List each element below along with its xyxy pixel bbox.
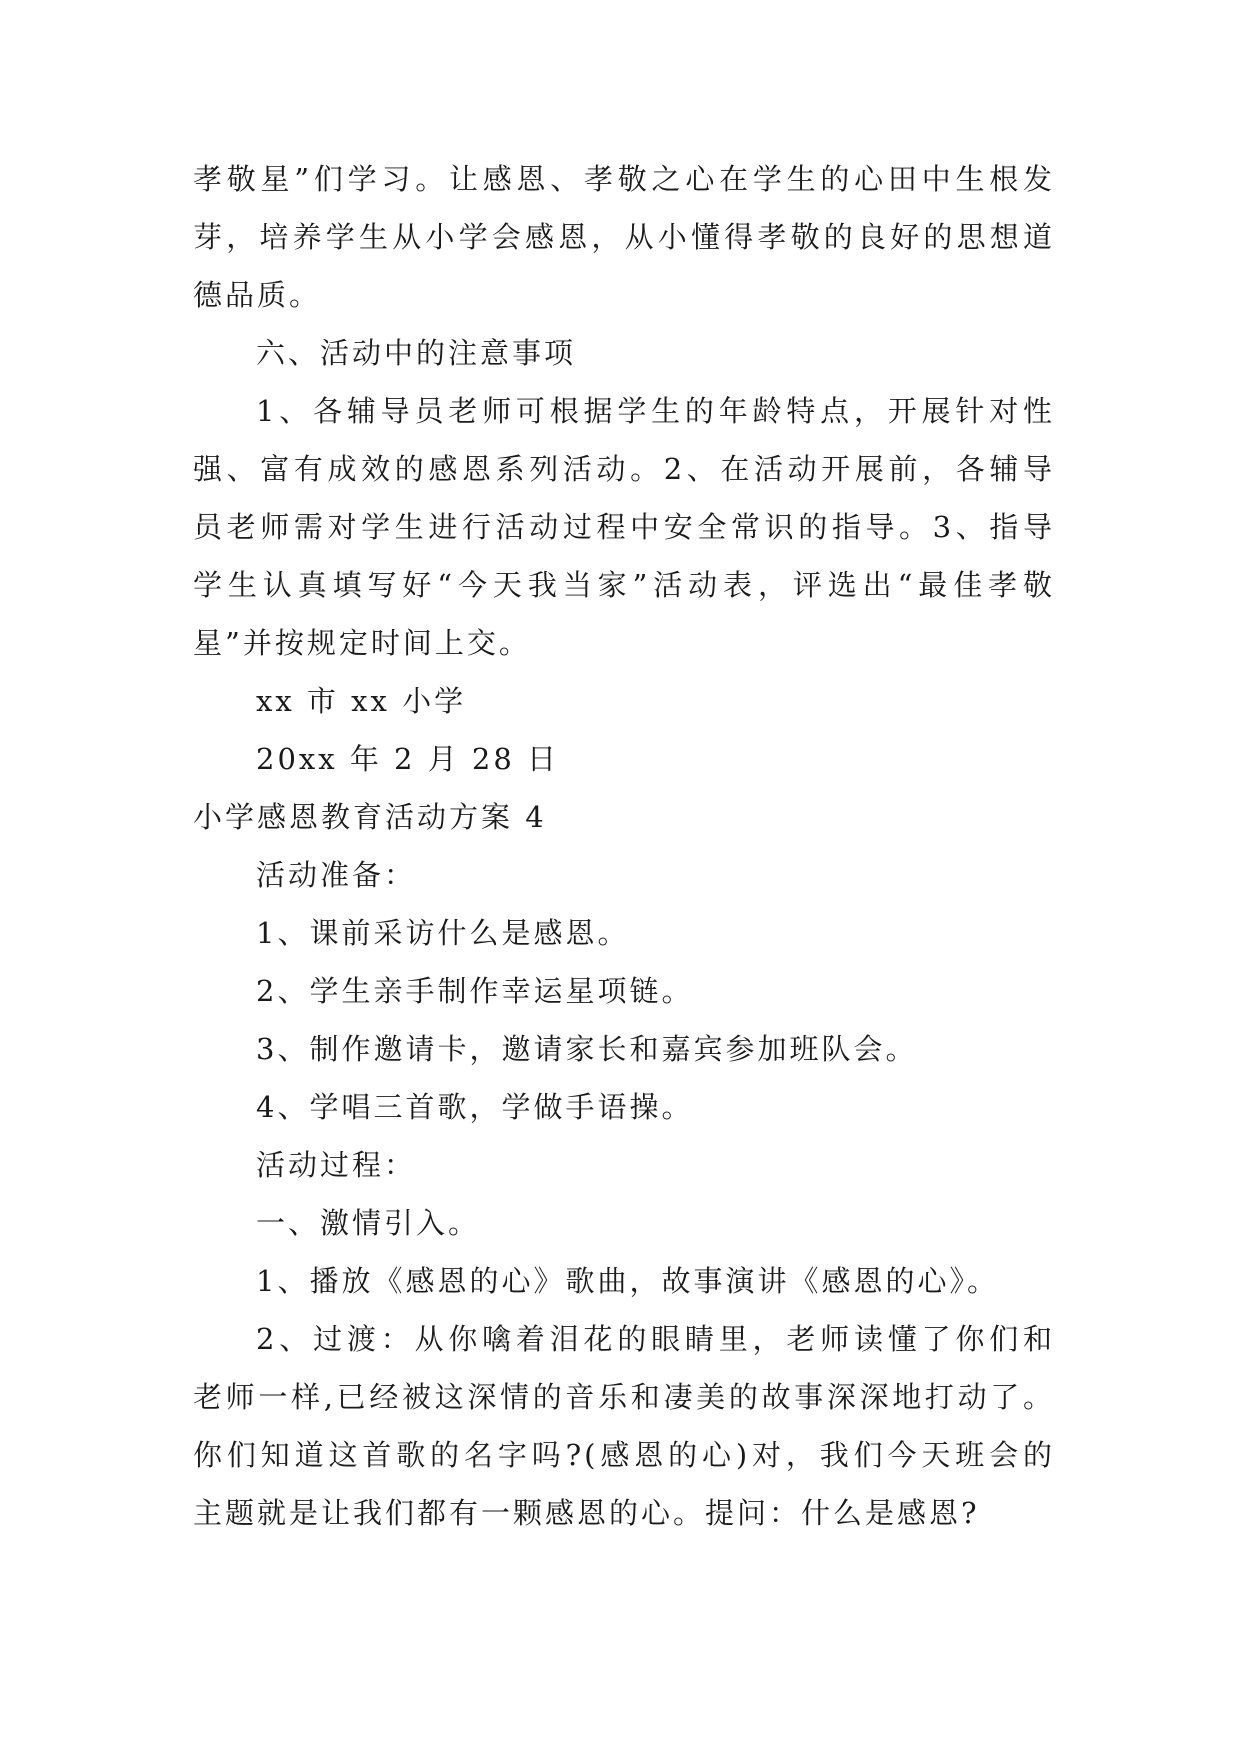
text-line: 孝敬星”们学习。让感恩、孝敬之心在学生的心田中生根发 bbox=[193, 162, 1055, 196]
text-line: 德品质。 bbox=[193, 278, 322, 312]
text-line: 1、课前采访什么是感恩。 bbox=[256, 916, 630, 950]
text-line: 活动过程： bbox=[256, 1148, 417, 1182]
text-line: 芽，培养学生从小学会感恩，从小懂得孝敬的良好的思想道 bbox=[193, 220, 1055, 254]
text-line: 星”并按规定时间上交。 bbox=[193, 626, 531, 660]
text-line: 3、制作邀请卡，邀请家长和嘉宾参加班队会。 bbox=[256, 1032, 918, 1066]
document-page bbox=[193, 150, 1055, 1542]
text-line: 老师一样,已经被这深情的音乐和凄美的故事深深地打动了。 bbox=[193, 1380, 1055, 1414]
text-line: 1、播放《感恩的心》歌曲，故事演讲《感恩的心》。 bbox=[256, 1264, 999, 1298]
text-line: 员老师需对学生进行活动过程中安全常识的指导。3、指导 bbox=[193, 510, 1055, 544]
text-line: 活动准备： bbox=[256, 858, 417, 892]
text-line: 强、富有成效的感恩系列活动。2、在活动开展前，各辅导 bbox=[193, 452, 1055, 486]
text-line: 主题就是让我们都有一颗感恩的心。提问：什么是感恩? bbox=[193, 1496, 980, 1530]
text-line: 六、活动中的注意事项 bbox=[256, 336, 577, 370]
text-line: 2、学生亲手制作幸运星项链。 bbox=[256, 974, 694, 1008]
text-line: 一、激情引入。 bbox=[256, 1206, 481, 1240]
text-line: 4、学唱三首歌，学做手语操。 bbox=[256, 1090, 694, 1124]
text-line: 学生认真填写好“今天我当家”活动表，评选出“最佳孝敬 bbox=[193, 568, 1055, 602]
text-line: 你们知道这首歌的名字吗?(感恩的心)对，我们今天班会的 bbox=[193, 1438, 1055, 1472]
text-line: 小学感恩教育活动方案 4 bbox=[193, 800, 547, 834]
text-line: 1、各辅导员老师可根据学生的年龄特点，开展针对性 bbox=[256, 394, 1055, 428]
text-line: 2、过渡：从你噙着泪花的眼睛里，老师读懂了你们和 bbox=[256, 1322, 1055, 1356]
text-line: 20xx 年 2 月 28 日 bbox=[256, 742, 560, 776]
text-line: xx 市 xx 小学 bbox=[256, 684, 467, 718]
